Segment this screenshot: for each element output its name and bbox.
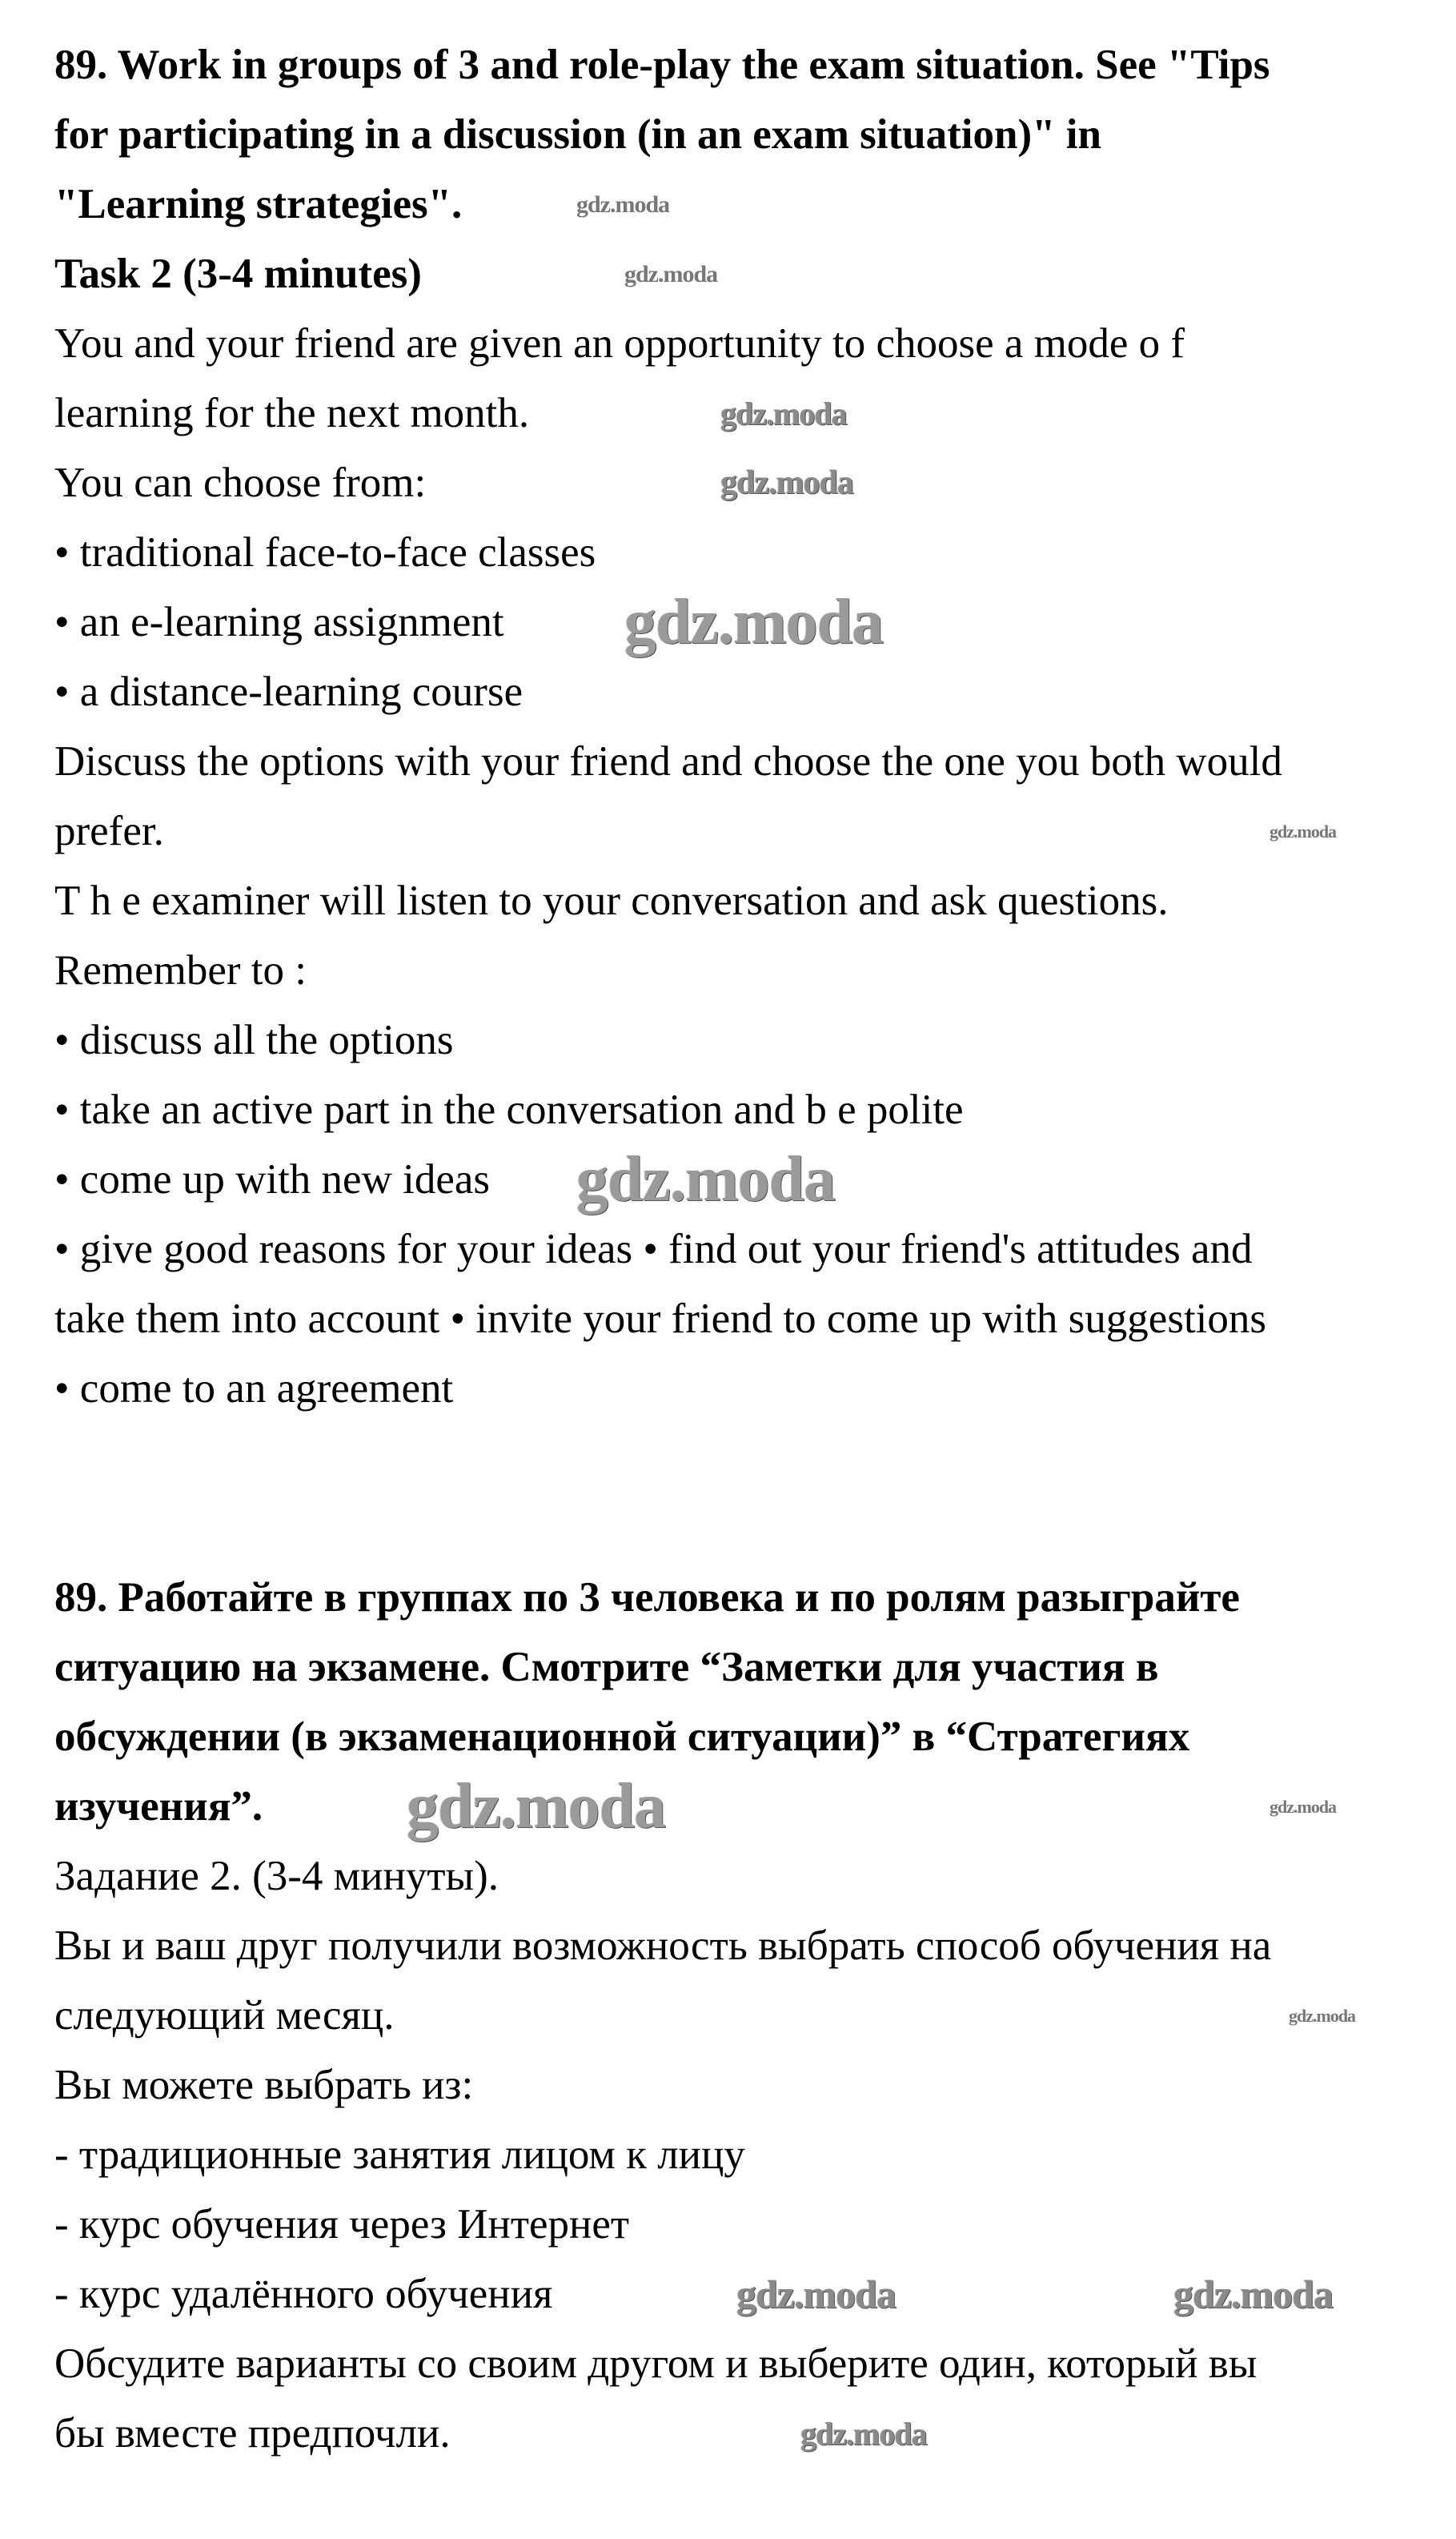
watermark: gdz.moda xyxy=(576,191,670,218)
english-heading: "Learning strategies". xyxy=(54,181,463,227)
list-item: - курс обучения через Интернет xyxy=(54,2201,630,2248)
russian-heading: изучения”. xyxy=(54,1783,263,1830)
watermark: gdz.moda xyxy=(720,396,847,432)
text-line: prefer. xyxy=(54,808,164,854)
text-line: следующий месяц. xyxy=(54,1992,395,2039)
list-item: • take an active part in the conversation and b e polite xyxy=(54,1087,964,1133)
list-item: • discuss all the options xyxy=(54,1017,454,1063)
watermark: gdz.moda xyxy=(736,2272,896,2316)
text-line: бы вместе предпочли. xyxy=(54,2410,451,2457)
list-item: • a distance-learning course xyxy=(54,669,523,715)
list-item: • come up with new ideas xyxy=(54,1156,491,1203)
watermark: gdz.moda xyxy=(624,587,884,657)
text-line: T h e examiner will listen to your conversation and ask questions. xyxy=(54,878,1169,924)
text-line: Вы можете выбрать из: xyxy=(54,2062,474,2108)
list-item: • traditional face-to-face classes xyxy=(54,529,596,576)
text-line: Discuss the options with your friend and choose the one you both would xyxy=(54,738,1282,785)
russian-heading: 89. Работайте в группах по 3 человека и по ролям разыграйте xyxy=(54,1574,1240,1621)
spacer xyxy=(54,1424,1424,1493)
watermark: gdz.moda xyxy=(720,464,853,501)
text-line: learning for the next month. xyxy=(54,390,530,436)
text-line: Обсудите варианты со своим другом и выберите один, который вы xyxy=(54,2340,1257,2387)
list-item: - традиционные занятия лицом к лицу xyxy=(54,2131,745,2178)
text-line: Remember to : xyxy=(54,947,307,994)
list-item: take them into account • invite your friend to come up with suggestions xyxy=(54,1296,1267,1342)
list-item: • give good reasons for your ideas • find out your friend's attitudes and xyxy=(54,1226,1253,1272)
spacer xyxy=(54,1493,1424,1563)
text-line: You can choose from: xyxy=(54,460,427,506)
task-title: Task 2 (3-4 minutes) xyxy=(54,251,422,297)
watermark: gdz.moda xyxy=(1173,2272,1333,2316)
watermark: gdz.moda xyxy=(1269,1797,1337,1817)
text-line: You and your friend are given an opportunity to choose a mode o f xyxy=(54,320,1185,367)
watermark: gdz.moda xyxy=(800,2416,927,2452)
watermark: gdz.moda xyxy=(624,261,718,287)
russian-heading: ситуацию на экзамене. Смотрите “Заметки для участия в xyxy=(54,1644,1159,1690)
list-item: • come to an agreement xyxy=(54,1365,454,1412)
russian-heading: обсуждении (в экзаменационной ситуации)” в “Стратегиях xyxy=(54,1713,1190,1760)
list-item: • an e-learning assignment xyxy=(54,599,504,645)
watermark: gdz.moda xyxy=(1289,2006,1356,2026)
text-line: Вы и ваш друг получили возможность выбрать способ обучения на xyxy=(54,1922,1272,1969)
list-item: - курс удалённого обучения xyxy=(54,2271,553,2317)
english-heading: 89. Work in groups of 3 and role-play the exam situation. See "Tips xyxy=(54,42,1270,88)
text-line: Задание 2. (3-4 минуты). xyxy=(54,1853,499,1899)
watermark: gdz.moda xyxy=(576,1144,836,1215)
watermark: gdz.moda xyxy=(407,1771,666,1842)
english-heading: for participating in a discussion (in an exam situation)" in xyxy=(54,111,1101,158)
watermark: gdz.moda xyxy=(1269,822,1337,842)
